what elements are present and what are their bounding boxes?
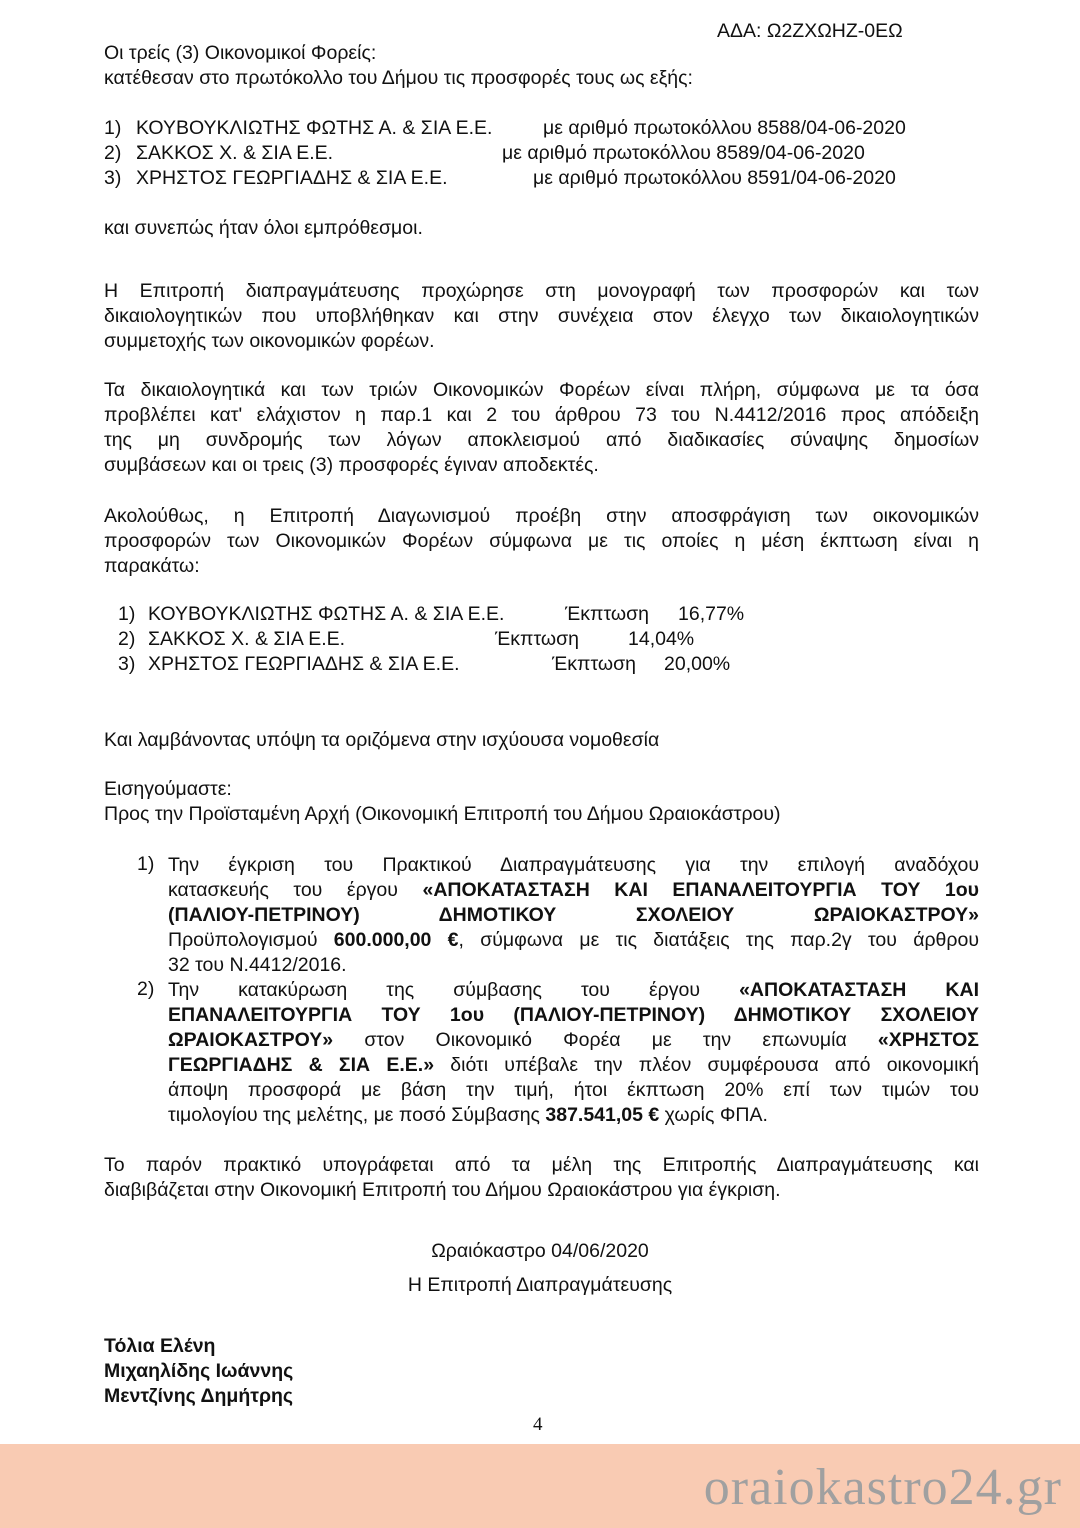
site-watermark: oraiokastro24.gr <box>703 1459 1062 1516</box>
text-line <box>168 878 979 903</box>
proposal-2 <box>168 978 979 1128</box>
project-title: «ΑΠΟΚΑΤΑΣΤΑΣΗ ΚΑΙ <box>739 979 979 1001</box>
discount-number: 2) <box>118 628 136 650</box>
legislation-note: Και λαμβάνοντας υπόψη τα οριζόμενα στην ισχύουσα νομοθεσία <box>104 729 660 751</box>
discount-value: 20,00% <box>664 653 731 675</box>
project-title: «ΑΠΟΚΑΤΑΣΤΑΣΗ ΚΑΙ ΕΠΑΝΑΛΕΙΤΟΥΡΓΙΑ ΤΟΥ 1ου <box>422 879 979 901</box>
text-run: τιμολογίου της μελέτης, με ποσό Σύμβασης <box>168 1104 546 1126</box>
submission-number: 2) <box>104 142 122 164</box>
contractor-name: «ΧΡΗΣΤΟΣ <box>877 1029 979 1051</box>
timely-note: και συνεπώς ήταν όλοι εμπρόθεσμοι. <box>104 217 423 239</box>
place-date: Ωραιόκαστρο 04/06/2020 <box>431 1240 649 1262</box>
discount-company: ΚΟΥΒΟΥΚΛΙΩΤΗΣ ΦΩΤΗΣ Α. & ΣΙΑ Ε.Ε. <box>148 603 505 625</box>
text-line: συμμετοχής των οικονομικών φορέων. <box>104 330 435 352</box>
text-line <box>168 1028 979 1053</box>
propose-heading: Εισηγούμαστε: <box>104 778 232 800</box>
discount-number: 3) <box>118 653 136 675</box>
intro-line-1: Οι τρείς (3) Οικονομικοί Φορείς: <box>104 42 377 64</box>
paragraph-review <box>104 279 979 354</box>
text-line <box>168 1053 979 1078</box>
propose-recipient: Προς την Προϊσταμένη Αρχή (Οικονομική Επιτροπή του Δήμου Ωραιοκάστρου) <box>104 803 781 825</box>
budget-amount: 600.000,00 € <box>333 929 459 951</box>
text-line <box>168 1003 979 1028</box>
discount-label: Έκπτωση <box>552 653 637 675</box>
paragraph-opening <box>104 504 979 579</box>
text-run: χωρίς ΦΠΑ. <box>659 1104 768 1126</box>
project-title: ΩΡΑΙΟΚΑΣΤΡΟΥ» <box>168 1029 334 1051</box>
text-line: Την έγκριση του Πρακτικού Διαπραγμάτευσης για την επιλογή αναδόχου <box>168 854 979 876</box>
discount-company: ΧΡΗΣΤΟΣ ΓΕΩΡΓΙΑΔΗΣ & ΣΙΑ Ε.Ε. <box>148 653 460 675</box>
committee-title: Η Επιτροπή Διαπραγμάτευσης <box>407 1274 673 1296</box>
discount-company: ΣΑΚΚΟΣ Χ. & ΣΙΑ Ε.Ε. <box>148 628 346 650</box>
submission-number: 3) <box>104 167 122 189</box>
text-line: διαβιβάζεται στην Οικονομική Επιτροπή του Δήμου Ωραιοκάστρου για έγκριση. <box>104 1179 781 1201</box>
text-run: Προϋπολογισμού <box>168 929 334 951</box>
proposal-number: 2) <box>137 978 155 1000</box>
text-line: 32 του Ν.4412/2016. <box>168 954 347 976</box>
text-line: παρακάτω: <box>104 555 200 577</box>
text-line: Τα δικαιολογητικά και των τριών Οικονομικών Φορέων είναι πλήρη, σύμφωνα με τα όσα <box>104 379 979 401</box>
project-title: ΕΠΑΝΑΛΕΙΤΟΥΡΓΙΑ ΤΟΥ 1ου (ΠΑΛΙΟΥ-ΠΕΤΡΙΝΟΥ) ΔΗΜΟΤΙΚΟΥ ΣΧΟΛΕΙΟΥ <box>168 1004 979 1026</box>
text-line <box>168 978 979 1003</box>
paragraph-closing <box>104 1153 979 1203</box>
text-line: της μη συνδρομής των λόγων αποκλεισμού από διαδικασίες σύναψης δημοσίων <box>104 429 979 451</box>
text-line: συμβάσεων και οι τρεις (3) προσφορές έγιναν αποδεκτές. <box>104 454 599 476</box>
contract-amount: 387.541,05 € <box>545 1104 660 1126</box>
paragraph-documents <box>104 378 979 478</box>
discount-number: 1) <box>118 603 136 625</box>
text-line: Η Επιτροπή διαπραγμάτευσης προχώρησε στη μονογραφή των προσφορών και των <box>104 280 979 302</box>
text-run: διότι υπέβαλε την πλέον συμφέρουσα από οικονομική <box>434 1054 979 1076</box>
text-run: Την κατακύρωση της σύμβασης του έργου <box>168 979 740 1001</box>
submission-protocol: με αριθμό πρωτοκόλλου 8591/04-06-2020 <box>533 167 896 189</box>
text-line <box>168 903 979 928</box>
submission-name: ΧΡΗΣΤΟΣ ΓΕΩΡΓΙΑΔΗΣ & ΣΙΑ Ε.Ε. <box>136 167 448 189</box>
discount-label: Έκπτωση <box>495 628 580 650</box>
proposal-number: 1) <box>137 853 155 875</box>
contractor-name: ΓΕΩΡΓΙΑΔΗΣ & ΣΙΑ Ε.Ε.» <box>168 1054 435 1076</box>
project-title: (ΠΑΛΙΟΥ-ΠΕΤΡΙΝΟΥ) ΔΗΜΟΤΙΚΟΥ ΣΧΟΛΕΙΟΥ ΩΡΑΙΟΚΑΣΤΡΟΥ» <box>168 904 979 926</box>
text-line <box>168 928 979 953</box>
discount-label: Έκπτωση <box>565 603 650 625</box>
signatory-name: Μιχαηλίδης Ιωάννης <box>104 1360 294 1382</box>
text-line: άποψη προσφορά με βάση την τιμή, ήτοι έκπτωση 20% επί των τιμών του <box>168 1079 979 1101</box>
text-line: προβλέπει κατ' ελάχιστον η παρ.1 και 2 του άρθρου 73 του Ν.4412/2016 προς απόδειξη <box>104 404 979 426</box>
submission-protocol: με αριθμό πρωτοκόλλου 8589/04-06-2020 <box>502 142 865 164</box>
text-line: προσφορών των Οικονομικών Φορέων σύμφωνα με τις οποίες η μέση έκπτωση είναι η <box>104 530 979 552</box>
ada-code: ΑΔΑ: Ω2ΖΧΩΗΖ-0ΕΩ <box>717 20 903 42</box>
text-line: Το παρόν πρακτικό υπογράφεται από τα μέλη της Επιτροπής Διαπραγμάτευσης και <box>104 1154 979 1176</box>
discount-value: 14,04% <box>628 628 695 650</box>
submission-name: ΣΑΚΚΟΣ Χ. & ΣΙΑ Ε.Ε. <box>136 142 334 164</box>
signatory-name: Τόλια Ελένη <box>104 1335 216 1357</box>
page-number: 4 <box>533 1414 543 1435</box>
proposal-1 <box>168 853 979 978</box>
text-run: κατασκευής του έργου <box>168 879 423 901</box>
signatory-name: Μεντζίνης Δημήτρης <box>104 1385 294 1407</box>
text-run: , σύμφωνα με τις διατάξεις της παρ.2γ του άρθρου <box>458 929 980 951</box>
discount-value: 16,77% <box>678 603 745 625</box>
text-run: στον Οικονομικό Φορέα με την επωνυμία <box>333 1029 878 1051</box>
text-line: δικαιολογητικών που υποβλήθηκαν και στην συνέχεια στον έλεγχο των δικαιολογητικών <box>104 305 979 327</box>
text-line <box>168 1103 979 1128</box>
submission-name: ΚΟΥΒΟΥΚΛΙΩΤΗΣ ΦΩΤΗΣ Α. & ΣΙΑ Ε.Ε. <box>136 117 493 139</box>
intro-line-2: κατέθεσαν στο πρωτόκολλο του Δήμου τις προσφορές τους ως εξής: <box>104 67 693 89</box>
submission-number: 1) <box>104 117 122 139</box>
text-line: Ακολούθως, η Επιτροπή Διαγωνισμού προέβη στην αποσφράγιση των οικονομικών <box>104 505 979 527</box>
submission-protocol: με αριθμό πρωτοκόλλου 8588/04-06-2020 <box>543 117 906 139</box>
